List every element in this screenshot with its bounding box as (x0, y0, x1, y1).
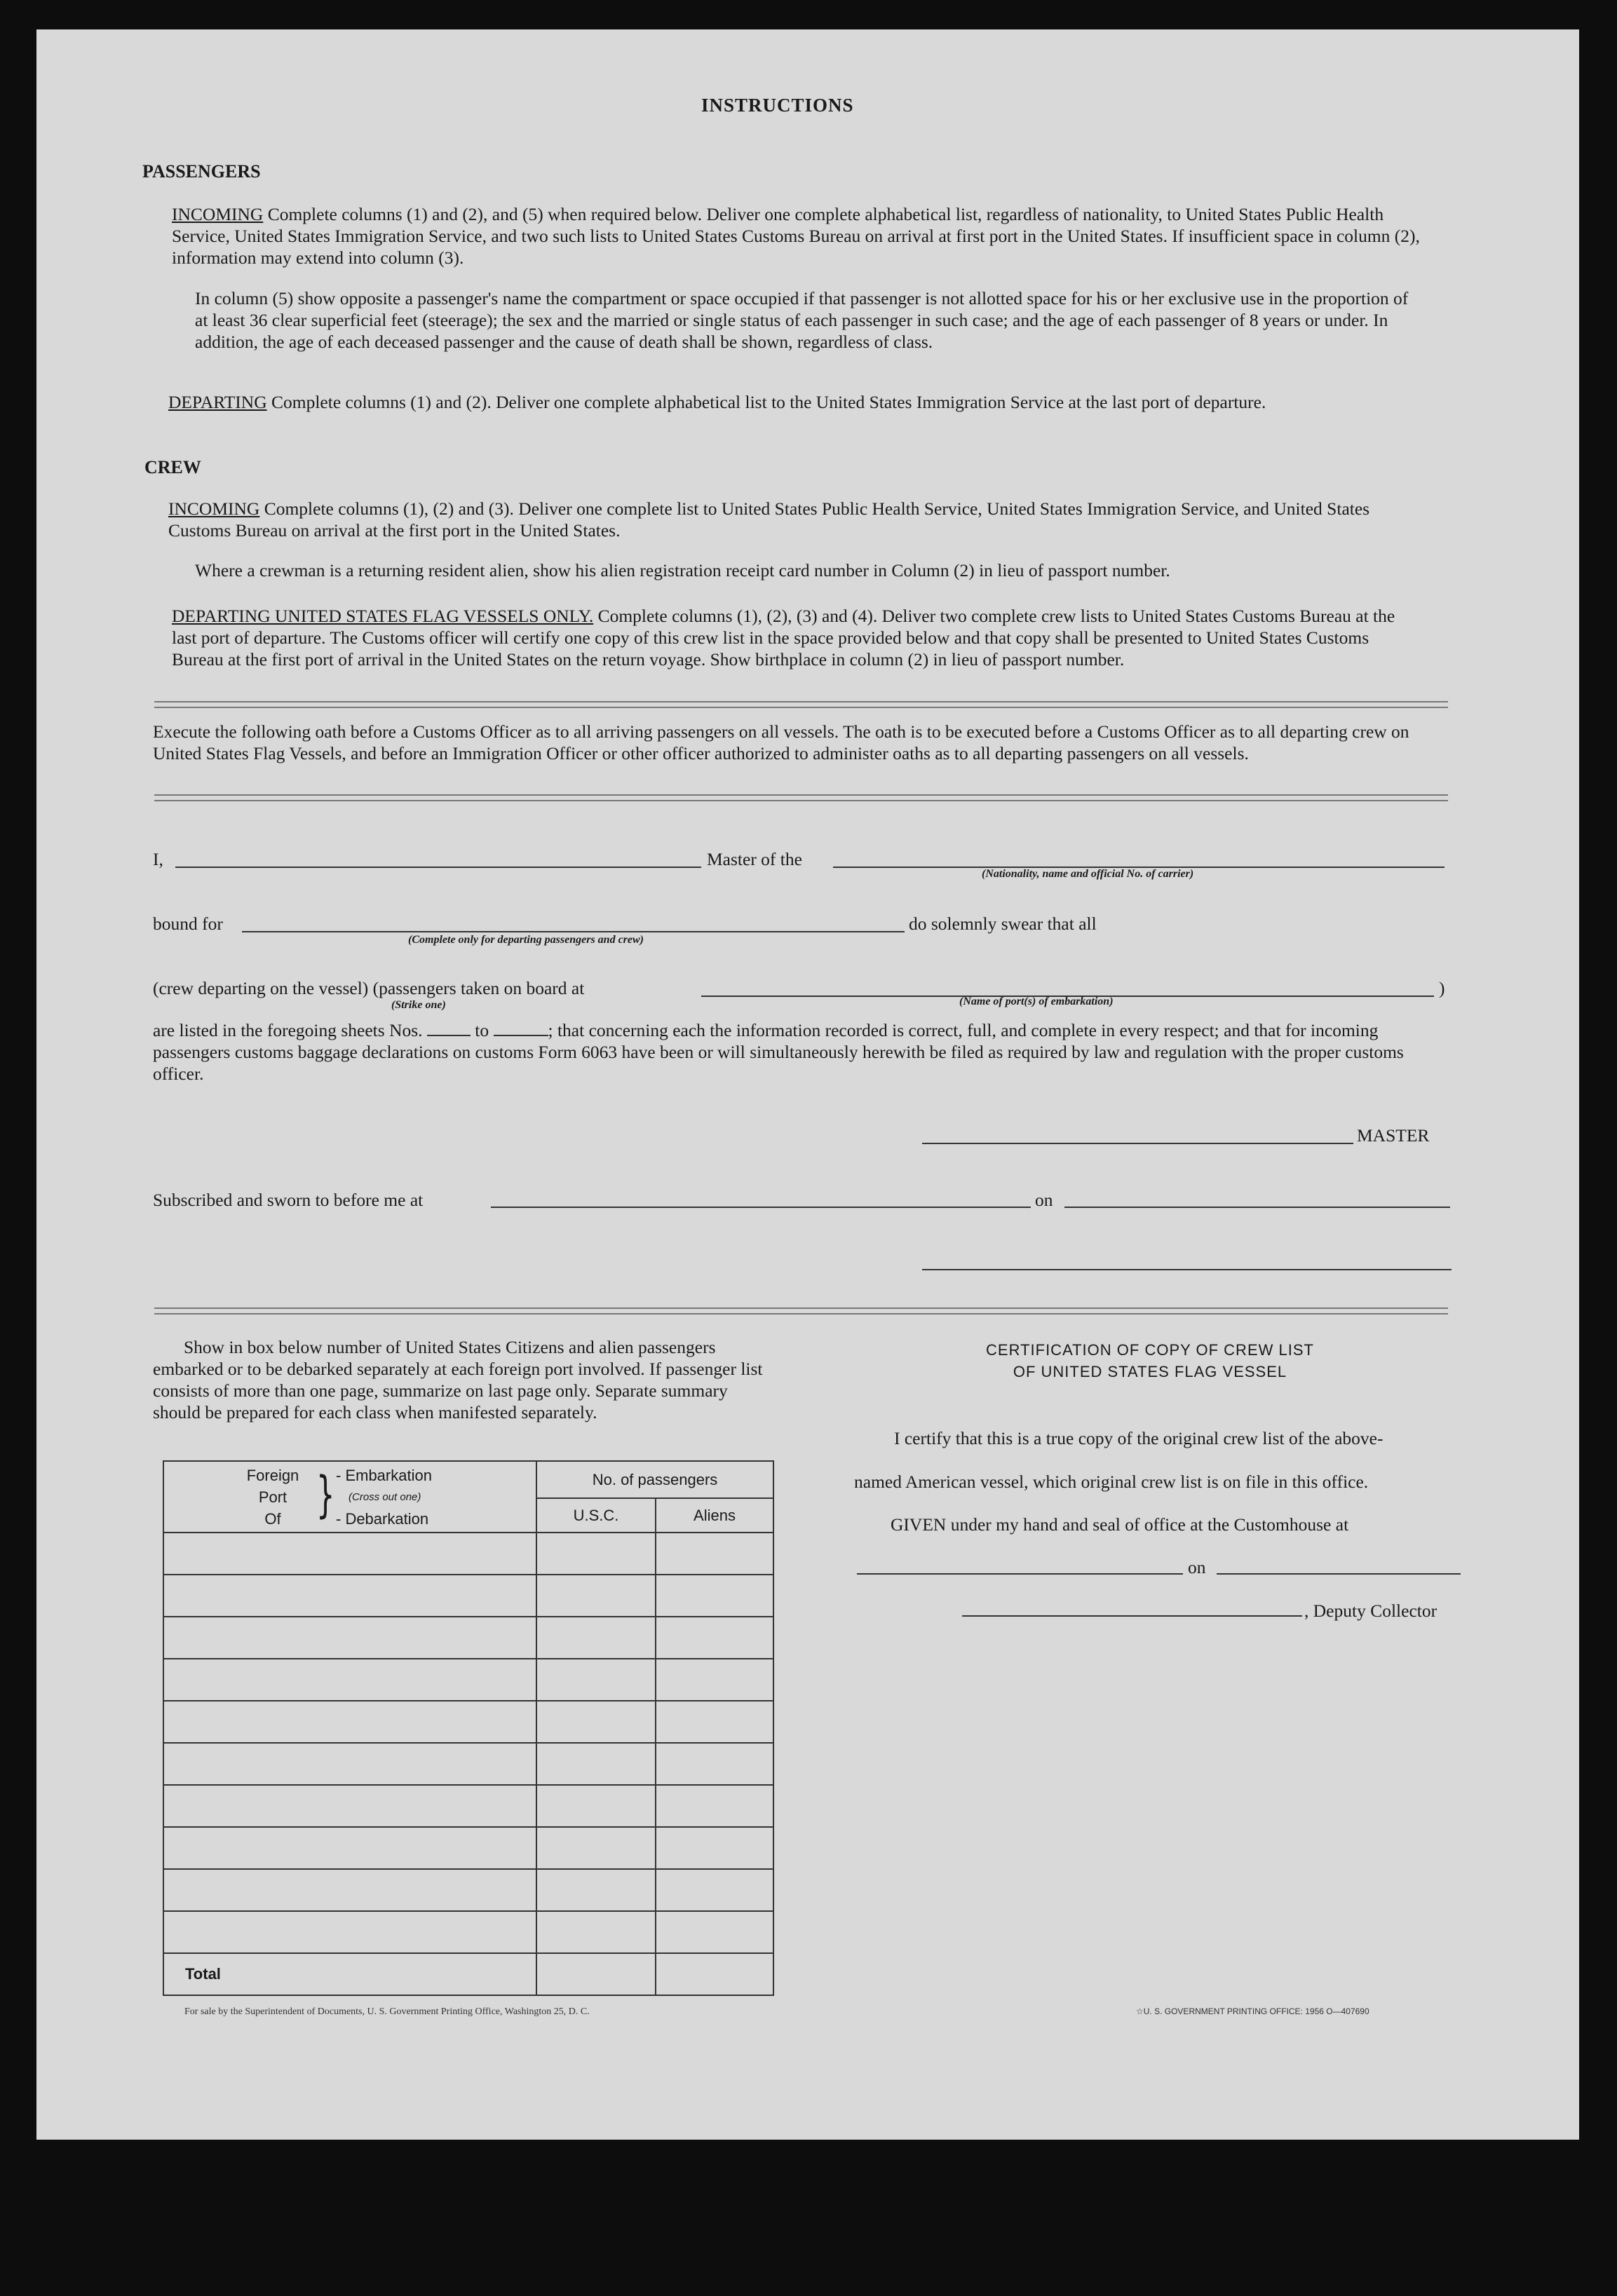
incoming-label: INCOMING (172, 204, 264, 224)
usc-cell[interactable] (536, 1869, 656, 1911)
master-of-the-label: Master of the (707, 849, 802, 869)
passengers-departing-text: DEPARTING Complete columns (1) and (2). Deliver one complete alphabetical list to the United States Immigration Service at the last port of departure. (168, 392, 1266, 412)
port-cell[interactable] (163, 1659, 536, 1701)
cert-date-field[interactable] (1217, 1573, 1461, 1575)
usc-cell[interactable] (536, 1743, 656, 1785)
port-header-cell: Foreign Port Of } - Embarkation (Cross out one) - Debarkation (163, 1461, 536, 1533)
master-name-field[interactable] (175, 867, 701, 868)
bound-for-hint: (Complete only for departing passengers and crew) (408, 934, 644, 946)
aliens-cell[interactable] (656, 1617, 773, 1659)
crew-resident-alien-text: Where a crewman is a returning resident alien, show his alien registration receipt card number in Column (2) in lieu of passport number. (195, 560, 1170, 580)
usc-cell[interactable] (536, 1659, 656, 1701)
footer-right: ☆U. S. GOVERNMENT PRINTING OFFICE: 1956 O—407690 (1136, 2006, 1369, 2016)
port-cell[interactable] (163, 1785, 536, 1827)
section-heading-crew: CREW (144, 457, 201, 477)
usc-cell[interactable] (536, 1617, 656, 1659)
oath-i-label: I, (153, 849, 163, 869)
vessel-field-hint: (Nationality, name and official No. of carrier) (982, 868, 1194, 880)
master-signature-field[interactable] (922, 1143, 1353, 1144)
crew-departing-label: DEPARTING UNITED STATES FLAG VESSELS ONLY. (172, 606, 594, 626)
master-label: MASTER (1357, 1125, 1430, 1146)
aliens-cell[interactable] (656, 1701, 773, 1743)
aliens-cell[interactable] (656, 1911, 773, 1953)
usc-cell[interactable] (536, 1701, 656, 1743)
close-paren: ) (1439, 978, 1445, 998)
port-cell[interactable] (163, 1743, 536, 1785)
usc-header: U.S.C. (536, 1498, 656, 1533)
bound-for-field[interactable] (242, 931, 905, 932)
usc-cell[interactable] (536, 1785, 656, 1827)
certification-heading: CERTIFICATION OF COPY OF CREW LIST OF UNITED STATES FLAG VESSEL (986, 1341, 1314, 1380)
sheets-statement: are listed in the foregoing sheets Nos. to ; that concerning each the information recorded is correct, full, and complete in every respect; and that for incoming passengers customs baggage declarations on customs Form 6063 have been or will simultaneously herewith be filed as required by law and regulation with the proper customs officer. (153, 1020, 1404, 1084)
passengers-column5-text: In column (5) show opposite a passenger's name the compartment or space occupied if that passenger is not allotted space for his or her exclusive use in the proportion of at least 36 clear superficial feet (steerage); the sex and the married or single status of each passenger in such case; and the age of each passenger of 8 years or under. In addition, the age of each deceased passenger and the cause of death shall be shown, regardless of class. (195, 288, 1409, 352)
crew-incoming-label: INCOMING (168, 498, 260, 519)
divider (154, 1307, 1448, 1315)
aliens-cell[interactable] (656, 1575, 773, 1617)
port-cell[interactable] (163, 1911, 536, 1953)
aliens-cell[interactable] (656, 1827, 773, 1869)
aliens-cell[interactable] (656, 1785, 773, 1827)
port-cell[interactable] (163, 1575, 536, 1617)
certify-text-2: named American vessel, which original crew list is on file in this office. (854, 1472, 1369, 1492)
on-label: on (1035, 1190, 1053, 1210)
crew-departing-text: DEPARTING UNITED STATES FLAG VESSELS ONLY. Complete columns (1), (2), (3) and (4). Deliver two complete crew lists to United States Customs Bureau at the last port of departure. The Customs officer will certify one copy of this crew list in the space provided below and that copy shall be presented to United States Customs Bureau at the first port of arrival in the United States on the return voyage. Show birthplace in column (2) in lieu of passport number. (172, 606, 1395, 670)
aliens-cell[interactable] (656, 1533, 773, 1575)
divider (154, 701, 1448, 708)
port-cell[interactable] (163, 1533, 536, 1575)
crew-passengers-text: (crew departing on the vessel) (passengers taken on board at (153, 978, 585, 998)
bound-for-label: bound for (153, 913, 223, 934)
crew-incoming-text: INCOMING Complete columns (1), (2) and (3). Deliver one complete list to United States Public Health Service, United States Immigration Service, and United States Customs Bureau on arrival at the first port in the United States. (168, 498, 1370, 541)
aliens-cell[interactable] (656, 1659, 773, 1701)
summary-instructions: Show in box below number of United States Citizens and alien passengers embarked or to be debarked separately at each foreign port involved. If passenger list consists of more than one page, summarize on last page only. Separate summary should be prepared for each class when manifested separately. (153, 1337, 763, 1422)
deputy-collector-signature-field[interactable] (962, 1615, 1302, 1617)
port-cell[interactable] (163, 1827, 536, 1869)
usc-total-cell[interactable] (536, 1953, 656, 1995)
page-title: INSTRUCTIONS (701, 95, 854, 116)
passengers-incoming-text: INCOMING Complete columns (1) and (2), and (5) when required below. Deliver one complete alphabetical list, regardless of nationality, to United States Public Health Service, United States Immigration Service, and two such lists to United States Customs Bureau on arrival at first port in the United States. If insufficient space in column (2), information may extend into column (3). (172, 204, 1420, 268)
divider (154, 794, 1448, 801)
section-heading-passengers: PASSENGERS (142, 161, 261, 182)
solemnly-swear-text: do solemnly swear that all (909, 913, 1097, 934)
usc-cell[interactable] (536, 1533, 656, 1575)
sheets-to-field[interactable] (494, 1035, 548, 1036)
usc-cell[interactable] (536, 1911, 656, 1953)
total-label: Total (163, 1953, 536, 1995)
aliens-cell[interactable] (656, 1869, 773, 1911)
sworn-at-field[interactable] (491, 1207, 1031, 1208)
usc-cell[interactable] (536, 1827, 656, 1869)
aliens-header: Aliens (656, 1498, 773, 1533)
sheets-from-field[interactable] (427, 1035, 471, 1036)
deputy-collector-label: , Deputy Collector (1304, 1601, 1437, 1621)
cert-on-label: on (1188, 1557, 1206, 1577)
customhouse-field[interactable] (857, 1573, 1183, 1575)
port-cell[interactable] (163, 1701, 536, 1743)
passenger-summary-table (163, 1460, 774, 1996)
port-cell[interactable] (163, 1869, 536, 1911)
port-cell[interactable] (163, 1617, 536, 1659)
no-of-passengers-header: No. of passengers (536, 1461, 773, 1498)
strike-one-hint: (Strike one) (391, 999, 446, 1011)
aliens-cell[interactable] (656, 1743, 773, 1785)
certify-text-1: I certify that this is a true copy of the original crew list of the above- (894, 1428, 1383, 1448)
sworn-date-field[interactable] (1064, 1207, 1450, 1208)
brace-icon: } (316, 1466, 335, 1523)
footer-left: For sale by the Superintendent of Documents, U. S. Government Printing Office, Washington 25, D. C. (184, 2006, 590, 2017)
officer-signature-field[interactable] (922, 1269, 1452, 1270)
oath-instructions: Execute the following oath before a Customs Officer as to all arriving passengers on all vessels. The oath is to be executed before a Customs Officer as to all departing crew on United States Flag Vessels, and before an Immigration Officer or other officer authorized to administer oaths as to all departing passengers on all vessels. (153, 721, 1409, 763)
usc-cell[interactable] (536, 1575, 656, 1617)
aliens-total-cell[interactable] (656, 1953, 773, 1995)
certify-text-3: GIVEN under my hand and seal of office at the Customhouse at (891, 1514, 1349, 1535)
ports-hint: (Name of port(s) of embarkation) (959, 996, 1114, 1007)
departing-label: DEPARTING (168, 392, 267, 412)
subscribed-label: Subscribed and sworn to before me at (153, 1190, 424, 1210)
